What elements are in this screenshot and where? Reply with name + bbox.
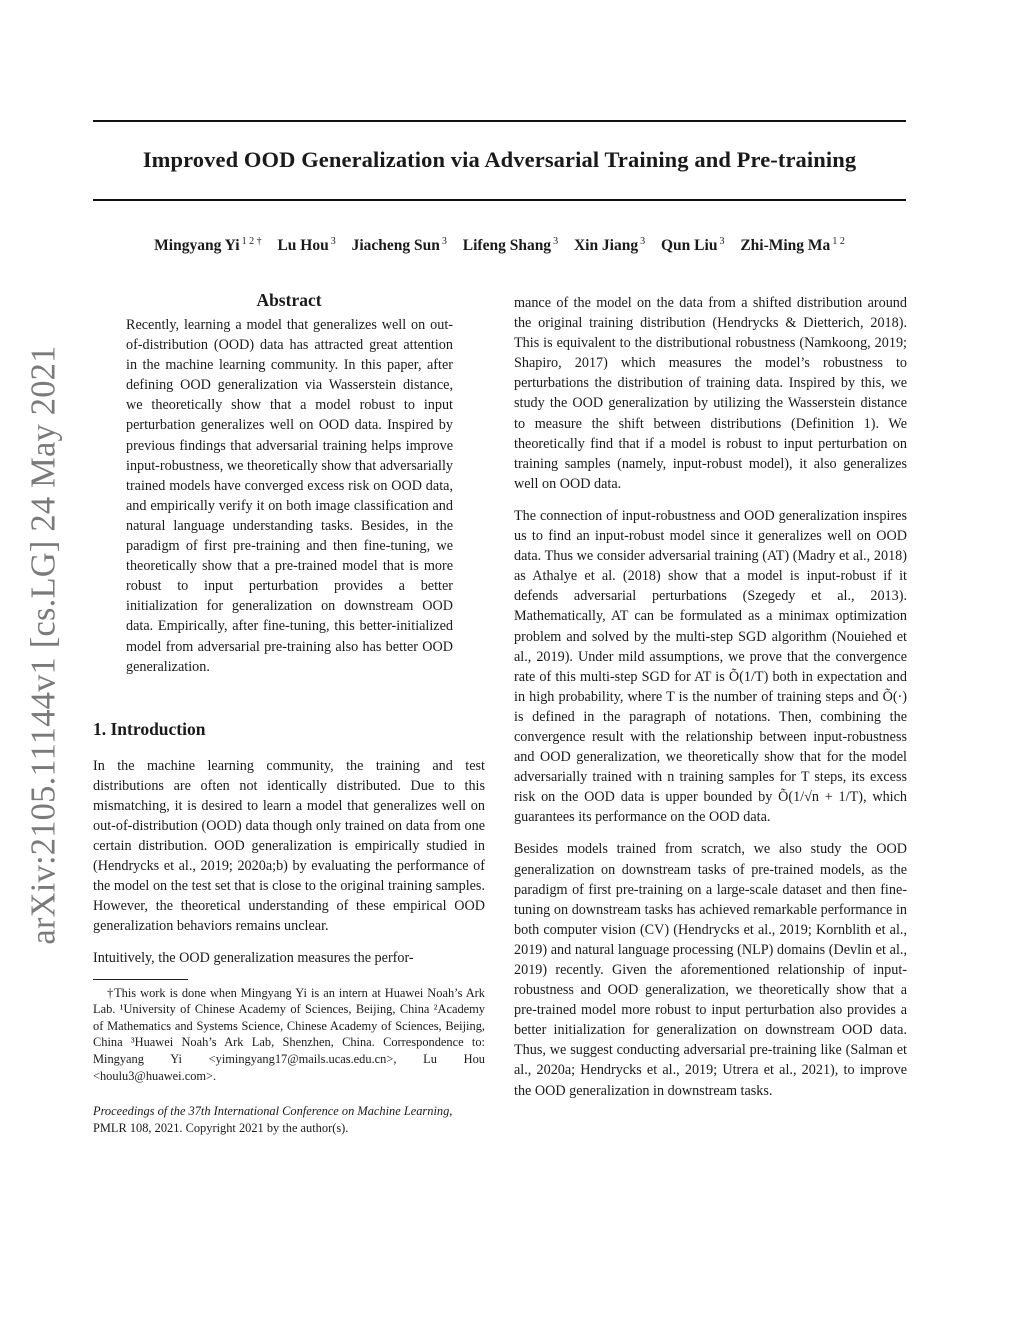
left-column [93,290,485,1136]
right-paragraph-1: mance of the model on the data from a shifted distribution around the original training distribution (Hendrycks & Dietterich, 2018). This is equivalent to the distributional robustness (Namkoong, 2019; Shapiro, 2017) which measures the model’s robustness to perturbations the distribution of training data. Inspired by this, we study the OOD generalization by utilizing the Wasserstein distance to measure the shift between distributions (Definition 1). We theoretically find that if a model is robust to input perturbation on training samples (namely, input-robust model), it also generalizes well on OOD data. [514,295,907,492]
author [661,237,724,254]
author-affiliation: 3 [330,236,336,247]
paper-title: Improved OOD Generalization via Adversarial Training and Pre-training [142,147,857,172]
author-list [93,236,906,255]
author-name: Mingyang Yi [154,237,240,255]
author [154,237,261,254]
author-affiliation: 1 2 † [241,236,262,247]
proceedings-copyright: , PMLR 108, 2021. Copyright 2021 by the author(s). [93,1104,453,1135]
author [574,237,645,254]
title-top-rule [93,120,906,122]
author-name: Zhi-Ming Ma [740,237,831,255]
affiliation-footnote: †This work is done when Mingyang Yi is an intern at Huawei Noah’s Ark Lab. ¹University of Chinese Academy of Sciences, Beijing, China ²Academy of Mathematics and Systems Science, Chinese Academy of Sciences, Beijing, China ³Huawei Noah’s Ark Lab, Shenzhen, China. Correspondence to: Mingyang Yi <yimingyang17@mails.ucas.edu.cn>, Lu Hou <houlu3@huawei.com>. [93,985,485,1083]
author [277,237,335,254]
introduction-paragraph-1: In the machine learning community, the training and test distributions are often not identically distributed. Due to this mismatching, it is desired to learn a model that generalizes well on out-of-distribution (OOD) data though only trained on data from one certain distribution. OOD generalization is empirically studied in (Hendrycks et al., 2019; 2020a;b) by evaluating the performance of the model on the test set that is close to the original training samples. However, the theoretical understanding of these empirical OOD generalization behaviors remains unclear. [93,757,485,935]
right-column [514,293,907,1113]
footnote-rule [93,979,188,980]
author-affiliation: 3 [441,236,447,247]
introduction-paragraph-2: Intuitively, the OOD generalization measures the perfor- [93,949,414,966]
author-affiliation: 3 [553,236,559,247]
author-affiliation: 1 2 [832,236,845,247]
title-bottom-rule [93,199,906,201]
author [463,237,558,254]
author [352,237,447,254]
abstract-text: Recently, learning a model that generalizes well on out-of-distribution (OOD) data has attracted great attention in the machine learning community. In this paper, after defining OOD generalization via Wasserstein distance, we theoretically show that a model robust to input perturbation generalizes well on OOD data. Inspired by previous findings that adversarial training helps improve input-robustness, we theoretically show that adversarially trained models have converged excess risk on OOD data, and empirically verify it on both image classification and natural language understanding tasks. Besides, in the paradigm of first pre-training and then fine-tuning, we theoretically show that a pre-trained model that is more robust to input perturbation provides a better initialization for generalization on downstream OOD data. Empirically, after fine-tuning, this better-initialized model from adversarial pre-training also has better OOD generalization. [126,317,454,675]
author-name: Xin Jiang [573,237,639,255]
author [740,237,845,254]
author-name: Lifeng Shang [462,237,552,255]
right-paragraph-3: Besides models trained from scratch, we also study the OOD generalization on downstream tasks of pre-trained models, as the paradigm of first pre-training on a large-scale dataset and then fine-tuning on downstream tasks has achieved remarkable performance in both computer vision (CV) (Hendrycks et al., 2019; Kornblith et al., 2019) and natural language processing (NLP) domains (Devlin et al., 2019) recently. Given the aforementioned relationship of input-robustness and OOD generalization, we theoretically show that a pre-trained model more robust to input perturbation also provides a better initialization for generalization on downstream OOD data. Thus, we suggest conducting adversarial pre-training like (Salman et al., 2020a; Hendrycks et al., 2019; Utrera et al., 2021), to improve the OOD generalization in downstream tasks. [514,841,907,1099]
arxiv-identifier: arXiv:2105.11144v1 [cs.LG] 24 May 2021 [24,345,63,945]
right-paragraph-2: The connection of input-robustness and OOD generalization inspires us to find an input-robust model since it generalizes well on OOD data. Thus we consider adversarial training (AT) (Madry et al., 2018) as Athalye et al. (2018) show that a model is input-robust if it defends adversarial perturbations (Szegedy et al., 2013). Mathematically, AT can be formulated as a minimax optimization problem and solved by the multi-step SGD algorithm (Nouiehed et al., 2019). Under mild assumptions, we prove that the convergence rate of this multi-step SGD for AT is Õ(1/T) both in expectation and in high probability, where T is the number of training steps and Õ(·) is defined in the paragraph of notations. Then, combining the convergence result with the relationship between input-robustness and OOD generalization, we theoretically show that for the model adversarially trained with n training samples for T steps, its excess risk on the OOD data is upper bounded by Õ(1/√n + 1/T), which guarantees its performance on the OOD data. [514,507,907,826]
proceedings-venue: Proceedings of the 37th International Conference on Machine Learning [93,1104,450,1119]
proceedings-note [93,1103,485,1136]
author-name: Jiacheng Sun [351,237,440,255]
author-affiliation: 3 [719,236,725,247]
author-affiliation: 3 [640,236,646,247]
arxiv-stamp [20,345,68,945]
author-name: Qun Liu [661,237,718,255]
author-name: Lu Hou [277,237,329,255]
abstract-heading: Abstract [256,290,322,310]
introduction-heading: 1. Introduction [93,718,206,739]
